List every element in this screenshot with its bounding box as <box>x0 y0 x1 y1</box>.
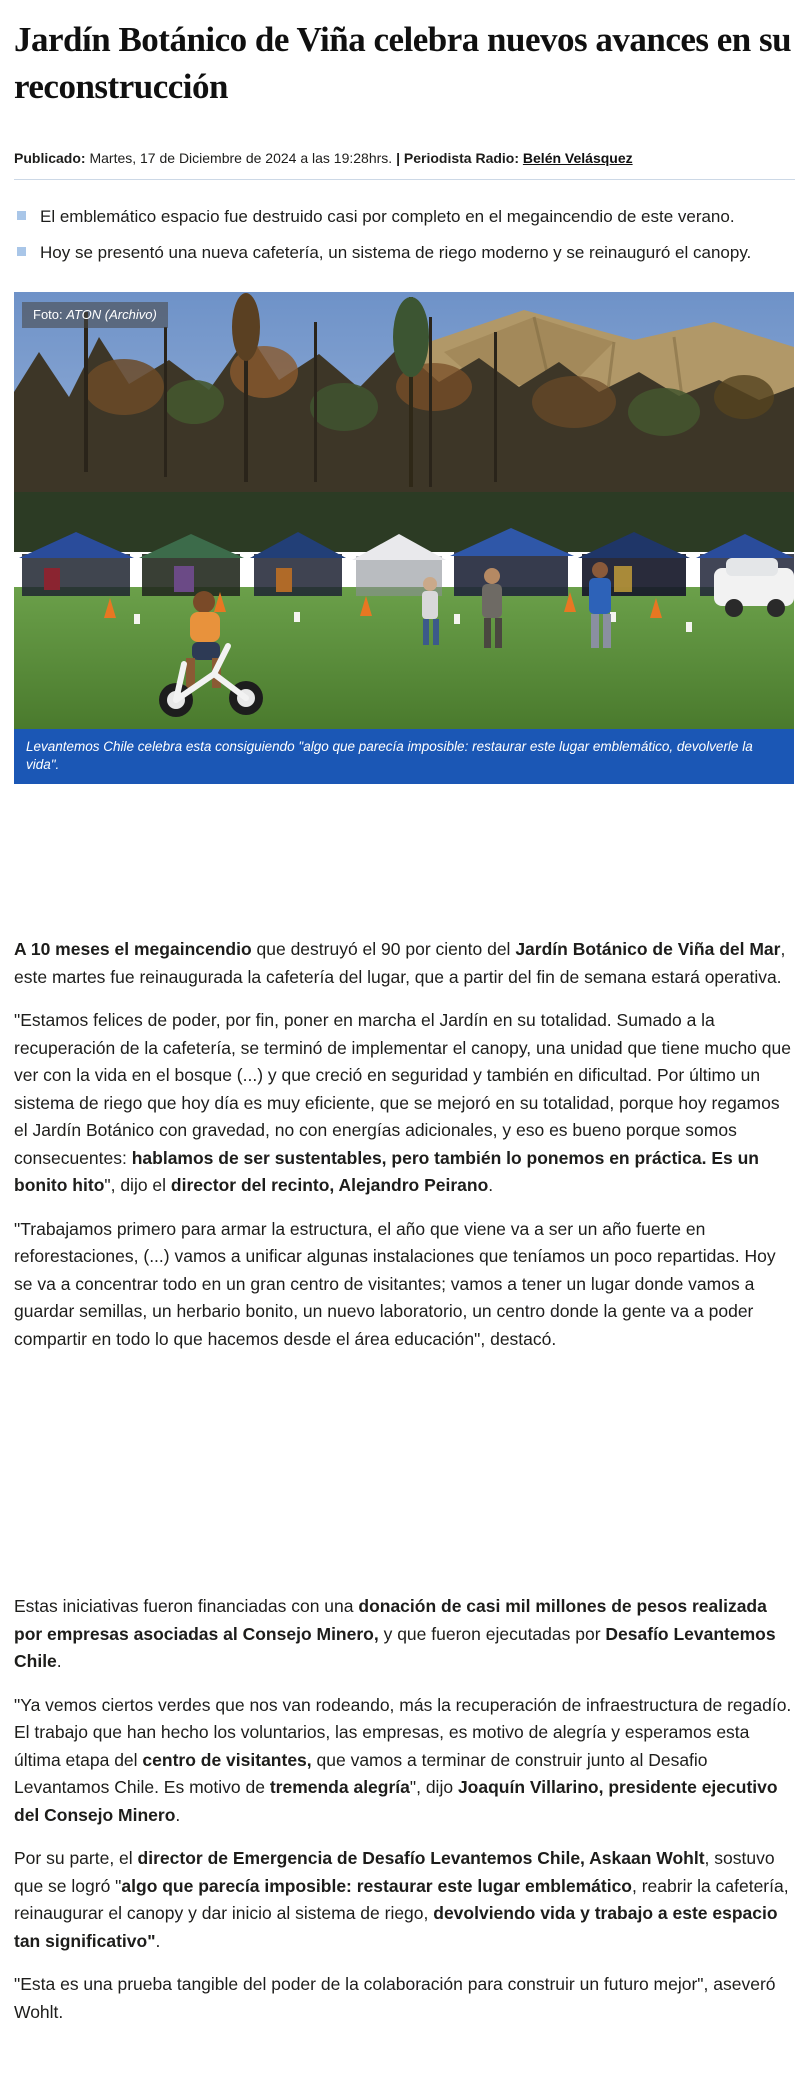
article-paragraph: "Trabajamos primero para armar la estructura, el año que viene va a ser un año fuerte en reforestaciones, (...) vamos a unificar algunas instalaciones que teníamos un poco repartidas. Hoy se va a concentrar todo en un gran centro de visitantes; vamos a tener un lugar donde vamos a guardar semillas, un herbario bonito, un nuevo laboratorio, un centro donde la gente va a poder compartir en todo lo que hacemos desde el área educación", destacó. <box>14 1218 776 1349</box>
article-paragraph: A 10 meses el megaincendio que destruyó el 90 por ciento del Jardín Botánico de Viña del Mar, este martes fue reinaugurada la cafetería del lugar, que a partir del fin de semana estará operativa. <box>14 939 786 987</box>
page-title: Jardín Botánico de Viña celebra nuevos avances en su reconstrucción <box>14 20 792 106</box>
article-page <box>0 16 809 2026</box>
article-paragraph: "Ya vemos ciertos verdes que nos van rodeando, más la recuperación de infraestructura de regadío. El trabajo que han hecho los voluntarios, las empresas, es motivo de alegría y esperamos esta última etapa del centro de visitantes, que vamos a terminar de construir junto al Desafio Levantamos Chile. Es motivo de tremenda alegría", dijo Joaquín Villarino, presidente ejecutivo del Consejo Minero. <box>14 1694 792 1825</box>
photo-credit-source: ATON (Archivo) <box>66 307 157 322</box>
reporter-link[interactable]: Belén Velásquez <box>522 150 633 166</box>
highlight-text: El emblemático espacio fue destruido casi por completo en el megaincendio de este verano. <box>40 207 735 226</box>
photo-caption: Levantemos Chile celebra esta consiguiendo "algo que parecía imposible: restaurar este lugar emblemático, devolverle la vida". <box>14 729 794 784</box>
article-paragraph: Estas iniciativas fueron financiadas con una donación de casi mil millones de pesos realizada por empresas asociadas al Consejo Minero, y que fueron ejecutadas por Desafío Levantemos Chile. <box>14 1596 776 1672</box>
highlight-item <box>14 240 795 265</box>
bullet-square-icon <box>17 211 26 220</box>
bullet-square-icon <box>17 247 26 256</box>
photo-illustration <box>14 292 794 729</box>
article-paragraph: "Estamos felices de poder, por fin, poner en marcha el Jardín en su totalidad. Sumado a la recuperación de la cafetería, se terminó de implementar el canopy, una unidad que tiene mucho que ver con la vida en el bosque (...) y que creció en seguridad y también en dificultad. Por último un sistema de riego que hoy día es muy eficiente, que se mejoró en su totalidad, porque hoy regamos el Jardín Botánico con gravedad, no con energías adicionales, y eso es bueno porque somos consecuentes: hablamos de ser sustentables, pero también lo ponemos en práctica. Es un bonito hito", dijo el director del recinto, Alejandro Peirano. <box>14 1010 791 1196</box>
published-date: Martes, 17 de Diciembre de 2024 a las 19:28hrs. <box>85 150 397 166</box>
article-meta <box>14 150 795 166</box>
article-body <box>14 936 795 2026</box>
published-label: Publicado: <box>14 150 86 166</box>
article-paragraph: "Esta es una prueba tangible del poder de la colaboración para construir un futuro mejor", aseveró Wohlt. <box>14 1974 776 2022</box>
highlight-text: Hoy se presentó una nueva cafetería, un sistema de riego moderno y se reinauguró el canopy. <box>40 243 752 262</box>
reporter-label: | Periodista Radio: <box>396 150 523 166</box>
article-paragraph: Por su parte, el director de Emergencia de Desafío Levantemos Chile, Askaan Wohlt, sostuvo que se logró "algo que parecía imposible: restaurar este lugar emblemático, reabrir la cafetería, reinaugurar el canopy y dar inicio al sistema de riego, devolviendo vida y trabajo a este espacio tan significativo". <box>14 1848 789 1951</box>
meta-divider <box>14 179 795 180</box>
highlight-list <box>14 204 795 265</box>
highlight-item <box>14 204 795 229</box>
photo-credit-label: Foto: <box>33 307 67 322</box>
empty-space-2 <box>14 1369 795 1593</box>
lawn <box>14 587 794 729</box>
article-photo <box>14 292 794 784</box>
empty-space-1 <box>14 784 795 936</box>
photo-credit <box>22 302 168 328</box>
